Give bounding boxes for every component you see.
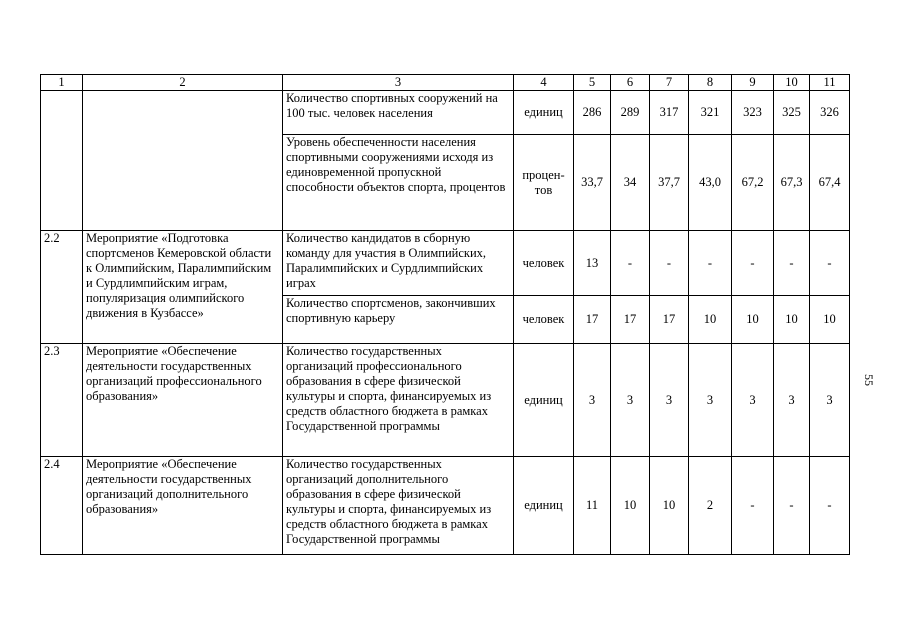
unit-cell: единиц (514, 457, 574, 555)
indicator-cell: Количество спортивных сооружений на 100 тыс. человек населения (283, 91, 514, 135)
header-cell: 6 (611, 75, 650, 91)
number-cell: 2.3 (41, 344, 83, 457)
indicator-cell: Количество спортсменов, закончивших спортивную карьеру (283, 296, 514, 344)
table-row (41, 457, 850, 555)
value-cell: 3 (732, 344, 774, 457)
value-cell: 323 (732, 91, 774, 135)
value-cell: 67,4 (810, 135, 850, 231)
value-cell: - (611, 231, 650, 296)
table-row (41, 231, 850, 296)
value-cell: 286 (574, 91, 611, 135)
value-cell: 17 (650, 296, 689, 344)
value-cell: 326 (810, 91, 850, 135)
value-cell: - (689, 231, 732, 296)
header-cell: 9 (732, 75, 774, 91)
indicators-table (40, 74, 850, 555)
number-cell: 2.2 (41, 231, 83, 344)
header-cell: 2 (83, 75, 283, 91)
value-cell: 10 (810, 296, 850, 344)
value-cell: 2 (689, 457, 732, 555)
page-number: 55 (862, 374, 876, 386)
value-cell: - (810, 231, 850, 296)
value-cell: 325 (774, 91, 810, 135)
table-header-row (41, 75, 850, 91)
value-cell: 10 (611, 457, 650, 555)
unit-cell: человек (514, 231, 574, 296)
value-cell: 10 (689, 296, 732, 344)
event-cell: Мероприятие «Подготовка спортсменов Кемеровской области к Олимпийским, Паралимпийским и Сурдлимпийским играм, популяризация олимпийского движения в Кузбассе» (83, 231, 283, 344)
value-cell: - (732, 457, 774, 555)
value-cell: 67,3 (774, 135, 810, 231)
header-cell: 11 (810, 75, 850, 91)
unit-cell: человек (514, 296, 574, 344)
value-cell: 13 (574, 231, 611, 296)
value-cell: - (774, 457, 810, 555)
value-cell: 289 (611, 91, 650, 135)
table-row (41, 91, 850, 135)
event-cell: Мероприятие «Обеспечение деятельности государственных организаций дополнительного образования» (83, 457, 283, 555)
value-cell: - (650, 231, 689, 296)
header-cell: 5 (574, 75, 611, 91)
value-cell: 317 (650, 91, 689, 135)
event-cell: Мероприятие «Обеспечение деятельности государственных организаций профессионального образования» (83, 344, 283, 457)
value-cell: 17 (574, 296, 611, 344)
value-cell: 321 (689, 91, 732, 135)
value-cell: 33,7 (574, 135, 611, 231)
value-cell: 67,2 (732, 135, 774, 231)
table-row (41, 344, 850, 457)
value-cell: - (774, 231, 810, 296)
value-cell: 37,7 (650, 135, 689, 231)
event-cell (83, 91, 283, 231)
value-cell: 3 (774, 344, 810, 457)
header-cell: 1 (41, 75, 83, 91)
unit-cell: единиц (514, 344, 574, 457)
value-cell: 10 (650, 457, 689, 555)
header-cell: 7 (650, 75, 689, 91)
value-cell: 43,0 (689, 135, 732, 231)
unit-cell: единиц (514, 91, 574, 135)
value-cell: 3 (689, 344, 732, 457)
indicator-cell: Количество государственных организаций дополнительного образования в сфере физической культуры и спорта, финансируемых из средств областного бюджета в рамках Государственной программы (283, 457, 514, 555)
value-cell: - (732, 231, 774, 296)
value-cell: - (810, 457, 850, 555)
value-cell: 10 (774, 296, 810, 344)
value-cell: 3 (650, 344, 689, 457)
value-cell: 34 (611, 135, 650, 231)
indicator-cell: Количество государственных организаций профессионального образования в сфере физической культуры и спорта, финансируемых из средств областного бюджета в рамках Государственной программы (283, 344, 514, 457)
value-cell: 11 (574, 457, 611, 555)
value-cell: 3 (574, 344, 611, 457)
header-cell: 4 (514, 75, 574, 91)
header-cell: 10 (774, 75, 810, 91)
indicator-cell: Количество кандидатов в сборную команду для участия в Олимпийских, Паралимпийских и Сурдлимпийских играх (283, 231, 514, 296)
number-cell: 2.4 (41, 457, 83, 555)
header-cell: 8 (689, 75, 732, 91)
value-cell: 3 (611, 344, 650, 457)
value-cell: 10 (732, 296, 774, 344)
header-cell: 3 (283, 75, 514, 91)
number-cell (41, 91, 83, 231)
unit-cell: процен-тов (514, 135, 574, 231)
value-cell: 3 (810, 344, 850, 457)
value-cell: 17 (611, 296, 650, 344)
indicator-cell: Уровень обеспеченности населения спортивными сооружениями исходя из единовременной пропускной способности объектов спорта, процентов (283, 135, 514, 231)
